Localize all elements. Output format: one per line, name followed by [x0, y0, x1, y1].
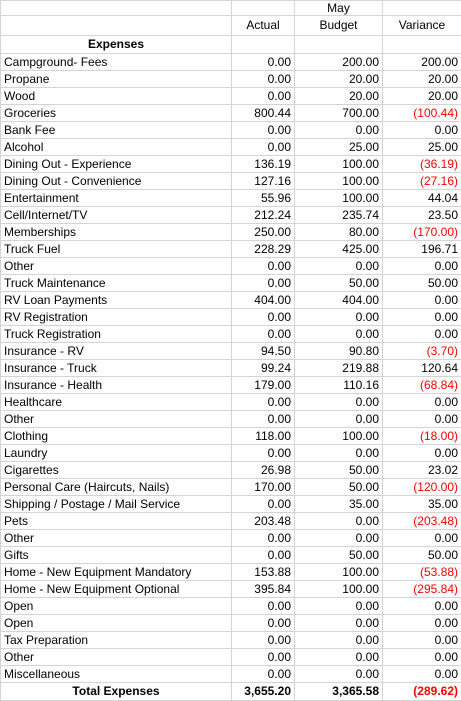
table-row [1, 258, 461, 275]
variance-cell[interactable]: 0.00 [383, 615, 461, 632]
cell-empty[interactable] [295, 36, 383, 54]
variance-cell[interactable]: (53.88) [383, 564, 461, 581]
expense-label-cell[interactable]: Clothing [1, 428, 232, 445]
budget-cell[interactable]: 0.00 [295, 649, 383, 666]
variance-cell[interactable]: 23.02 [383, 462, 461, 479]
actual-cell[interactable]: 0.00 [232, 411, 295, 428]
actual-cell[interactable]: 0.00 [232, 258, 295, 275]
table-row [1, 666, 461, 683]
expense-label-cell[interactable]: Healthcare [1, 394, 232, 411]
actual-cell[interactable]: 212.24 [232, 207, 295, 224]
budget-cell[interactable]: 0.00 [295, 445, 383, 462]
table-row [1, 598, 461, 615]
budget-cell[interactable]: 20.00 [295, 71, 383, 88]
cell-empty[interactable] [232, 36, 295, 54]
expense-label-cell[interactable]: Cigarettes [1, 462, 232, 479]
actual-cell[interactable]: 0.00 [232, 394, 295, 411]
actual-cell[interactable]: 0.00 [232, 71, 295, 88]
variance-cell[interactable]: 0.00 [383, 292, 461, 309]
expense-label-cell[interactable]: Propane [1, 71, 232, 88]
actual-cell[interactable]: 0.00 [232, 649, 295, 666]
actual-cell[interactable]: 0.00 [232, 547, 295, 564]
budget-cell[interactable]: 80.00 [295, 224, 383, 241]
actual-cell[interactable]: 395.84 [232, 581, 295, 598]
header-row-month [1, 1, 461, 16]
variance-cell[interactable]: 20.00 [383, 88, 461, 105]
table-row [1, 207, 461, 224]
actual-cell[interactable]: 0.00 [232, 666, 295, 683]
budget-cell[interactable]: 20.00 [295, 88, 383, 105]
budget-cell[interactable]: 100.00 [295, 190, 383, 207]
actual-cell[interactable]: 0.00 [232, 54, 295, 71]
variance-cell[interactable]: (18.00) [383, 428, 461, 445]
actual-cell[interactable]: 99.24 [232, 360, 295, 377]
table-row [1, 54, 461, 71]
section-row [1, 36, 461, 54]
budget-cell[interactable]: 0.00 [295, 598, 383, 615]
variance-cell[interactable]: 0.00 [383, 258, 461, 275]
cell-empty[interactable] [383, 36, 461, 54]
actual-cell[interactable]: 800.44 [232, 105, 295, 122]
actual-cell[interactable]: 0.00 [232, 122, 295, 139]
variance-cell[interactable]: 0.00 [383, 530, 461, 547]
table-row [1, 530, 461, 547]
actual-cell[interactable]: 203.48 [232, 513, 295, 530]
variance-cell[interactable]: (120.00) [383, 479, 461, 496]
expense-label-cell[interactable]: RV Loan Payments [1, 292, 232, 309]
actual-cell[interactable]: 153.88 [232, 564, 295, 581]
budget-cell[interactable]: 50.00 [295, 547, 383, 564]
total-actual-cell[interactable]: 3,655.20 [232, 683, 295, 701]
variance-cell[interactable]: (203.48) [383, 513, 461, 530]
variance-cell[interactable]: (27.16) [383, 173, 461, 190]
table-row [1, 411, 461, 428]
expense-label-cell[interactable]: Other [1, 411, 232, 428]
variance-cell[interactable]: 0.00 [383, 326, 461, 343]
budget-cell[interactable]: 100.00 [295, 564, 383, 581]
expense-label-cell[interactable]: Alcohol [1, 139, 232, 156]
table-row [1, 309, 461, 326]
budget-cell[interactable]: 404.00 [295, 292, 383, 309]
budget-cell[interactable]: 219.88 [295, 360, 383, 377]
variance-cell[interactable]: (68.84) [383, 377, 461, 394]
table-row [1, 88, 461, 105]
table-row [1, 173, 461, 190]
budget-cell[interactable]: 0.00 [295, 513, 383, 530]
actual-cell[interactable]: 179.00 [232, 377, 295, 394]
expense-label-cell[interactable]: Personal Care (Haircuts, Nails) [1, 479, 232, 496]
actual-cell[interactable]: 0.00 [232, 309, 295, 326]
expense-label-cell[interactable]: Groceries [1, 105, 232, 122]
expense-label-cell[interactable]: Other [1, 258, 232, 275]
variance-cell[interactable]: 50.00 [383, 547, 461, 564]
actual-cell[interactable]: 136.19 [232, 156, 295, 173]
actual-cell[interactable]: 55.96 [232, 190, 295, 207]
actual-cell[interactable]: 118.00 [232, 428, 295, 445]
table-row [1, 241, 461, 258]
actual-cell[interactable]: 94.50 [232, 343, 295, 360]
actual-cell[interactable]: 0.00 [232, 88, 295, 105]
budget-cell[interactable]: 0.00 [295, 411, 383, 428]
expense-label-cell[interactable]: Miscellaneous [1, 666, 232, 683]
variance-cell[interactable]: (36.19) [383, 156, 461, 173]
variance-cell[interactable]: (100.44) [383, 105, 461, 122]
table-row [1, 360, 461, 377]
cell-empty[interactable] [1, 16, 232, 36]
budget-cell[interactable]: 50.00 [295, 462, 383, 479]
table-row [1, 581, 461, 598]
table-row [1, 224, 461, 241]
expense-label-cell[interactable]: Bank Fee [1, 122, 232, 139]
budget-cell[interactable]: 0.00 [295, 632, 383, 649]
variance-cell[interactable]: 0.00 [383, 666, 461, 683]
total-label-cell[interactable]: Total Expenses [1, 683, 232, 701]
variance-cell[interactable]: 0.00 [383, 309, 461, 326]
table-row [1, 513, 461, 530]
budget-cell[interactable]: 50.00 [295, 479, 383, 496]
expense-label-cell[interactable]: Open [1, 598, 232, 615]
table-row [1, 547, 461, 564]
budget-cell[interactable]: 110.16 [295, 377, 383, 394]
table-row [1, 615, 461, 632]
table-row [1, 632, 461, 649]
variance-cell[interactable]: (3.70) [383, 343, 461, 360]
expense-label-cell[interactable]: Home - New Equipment Mandatory [1, 564, 232, 581]
actual-cell[interactable]: 228.29 [232, 241, 295, 258]
actual-cell[interactable]: 0.00 [232, 598, 295, 615]
table-row [1, 122, 461, 139]
expense-label-cell[interactable]: Memberships [1, 224, 232, 241]
table-row [1, 428, 461, 445]
variance-cell[interactable]: (170.00) [383, 224, 461, 241]
variance-cell[interactable]: 0.00 [383, 632, 461, 649]
variance-cell[interactable]: 25.00 [383, 139, 461, 156]
budget-cell[interactable]: 0.00 [295, 615, 383, 632]
expense-label-cell[interactable]: Other [1, 530, 232, 547]
actual-cell[interactable]: 404.00 [232, 292, 295, 309]
month-header[interactable]: May [295, 1, 383, 16]
expense-label-cell[interactable]: Truck Fuel [1, 241, 232, 258]
sheet-body [1, 1, 461, 701]
variance-cell[interactable]: 200.00 [383, 54, 461, 71]
actual-cell[interactable]: 0.00 [232, 496, 295, 513]
cell-empty[interactable] [232, 1, 295, 16]
cell-empty[interactable] [383, 1, 461, 16]
budget-cell[interactable]: 0.00 [295, 326, 383, 343]
variance-cell[interactable]: 0.00 [383, 411, 461, 428]
actual-cell[interactable]: 0.00 [232, 275, 295, 292]
table-row [1, 343, 461, 360]
actual-cell[interactable]: 0.00 [232, 615, 295, 632]
expense-label-cell[interactable]: Gifts [1, 547, 232, 564]
expense-label-cell[interactable]: Campground- Fees [1, 54, 232, 71]
table-row [1, 496, 461, 513]
expense-label-cell[interactable]: Insurance - Health [1, 377, 232, 394]
table-row [1, 105, 461, 122]
variance-cell[interactable]: 0.00 [383, 598, 461, 615]
variance-column-header[interactable]: Variance [383, 16, 461, 36]
expense-label-cell[interactable]: Truck Registration [1, 326, 232, 343]
table-row [1, 479, 461, 496]
expense-label-cell[interactable]: Wood [1, 88, 232, 105]
expense-label-cell[interactable]: Laundry [1, 445, 232, 462]
section-title[interactable]: Expenses [1, 36, 232, 54]
cell-empty[interactable] [1, 1, 232, 16]
table-row [1, 71, 461, 88]
table-row [1, 292, 461, 309]
expense-label-cell[interactable]: Truck Maintenance [1, 275, 232, 292]
budget-cell[interactable]: 25.00 [295, 139, 383, 156]
actual-cell[interactable]: 0.00 [232, 445, 295, 462]
expense-label-cell[interactable]: Tax Preparation [1, 632, 232, 649]
budget-cell[interactable]: 100.00 [295, 173, 383, 190]
expense-label-cell[interactable]: Other [1, 649, 232, 666]
variance-cell[interactable]: 0.00 [383, 122, 461, 139]
variance-cell[interactable]: 196.71 [383, 241, 461, 258]
budget-cell[interactable]: 90.80 [295, 343, 383, 360]
variance-cell[interactable]: 50.00 [383, 275, 461, 292]
budget-cell[interactable]: 0.00 [295, 666, 383, 683]
expense-label-cell[interactable]: Insurance - Truck [1, 360, 232, 377]
expense-label-cell[interactable]: Home - New Equipment Optional [1, 581, 232, 598]
table-row [1, 377, 461, 394]
table-row [1, 445, 461, 462]
variance-cell[interactable]: (295.84) [383, 581, 461, 598]
budget-cell[interactable]: 0.00 [295, 309, 383, 326]
budget-cell[interactable]: 425.00 [295, 241, 383, 258]
table-row [1, 394, 461, 411]
budget-cell[interactable]: 50.00 [295, 275, 383, 292]
actual-cell[interactable]: 26.98 [232, 462, 295, 479]
budget-column-header[interactable]: Budget [295, 16, 383, 36]
budget-cell[interactable]: 0.00 [295, 394, 383, 411]
table-row [1, 564, 461, 581]
budget-cell[interactable]: 100.00 [295, 428, 383, 445]
table-row [1, 649, 461, 666]
variance-cell[interactable]: 0.00 [383, 445, 461, 462]
table-row [1, 462, 461, 479]
table-row [1, 139, 461, 156]
variance-cell[interactable]: 44.04 [383, 190, 461, 207]
expense-label-cell[interactable]: Insurance - RV [1, 343, 232, 360]
expense-label-cell[interactable]: Dining Out - Convenience [1, 173, 232, 190]
expense-label-cell[interactable]: RV Registration [1, 309, 232, 326]
actual-cell[interactable]: 127.16 [232, 173, 295, 190]
budget-cell[interactable]: 0.00 [295, 122, 383, 139]
table-row [1, 156, 461, 173]
header-row-columns [1, 16, 461, 36]
actual-cell[interactable]: 0.00 [232, 139, 295, 156]
expense-label-cell[interactable]: Open [1, 615, 232, 632]
budget-cell[interactable]: 700.00 [295, 105, 383, 122]
expense-label-cell[interactable]: Pets [1, 513, 232, 530]
total-row [1, 683, 461, 701]
budget-cell[interactable]: 0.00 [295, 530, 383, 547]
expense-label-cell[interactable]: Entertainment [1, 190, 232, 207]
total-variance-cell[interactable]: (289.62) [383, 683, 461, 701]
expense-label-cell[interactable]: Cell/Internet/TV [1, 207, 232, 224]
budget-cell[interactable]: 100.00 [295, 581, 383, 598]
budget-cell[interactable]: 235.74 [295, 207, 383, 224]
actual-cell[interactable]: 250.00 [232, 224, 295, 241]
actual-cell[interactable]: 0.00 [232, 326, 295, 343]
budget-cell[interactable]: 200.00 [295, 54, 383, 71]
total-budget-cell[interactable]: 3,365.58 [295, 683, 383, 701]
budget-cell[interactable]: 35.00 [295, 496, 383, 513]
expense-label-cell[interactable]: Shipping / Postage / Mail Service [1, 496, 232, 513]
actual-cell[interactable]: 0.00 [232, 530, 295, 547]
variance-cell[interactable]: 0.00 [383, 649, 461, 666]
variance-cell[interactable]: 120.64 [383, 360, 461, 377]
table-row [1, 275, 461, 292]
actual-column-header[interactable]: Actual [232, 16, 295, 36]
budget-cell[interactable]: 0.00 [295, 258, 383, 275]
variance-cell[interactable]: 35.00 [383, 496, 461, 513]
variance-cell[interactable]: 23.50 [383, 207, 461, 224]
variance-cell[interactable]: 20.00 [383, 71, 461, 88]
budget-cell[interactable]: 100.00 [295, 156, 383, 173]
actual-cell[interactable]: 0.00 [232, 632, 295, 649]
variance-cell[interactable]: 0.00 [383, 394, 461, 411]
table-row [1, 326, 461, 343]
table-row [1, 190, 461, 207]
actual-cell[interactable]: 170.00 [232, 479, 295, 496]
expense-label-cell[interactable]: Dining Out - Experience [1, 156, 232, 173]
